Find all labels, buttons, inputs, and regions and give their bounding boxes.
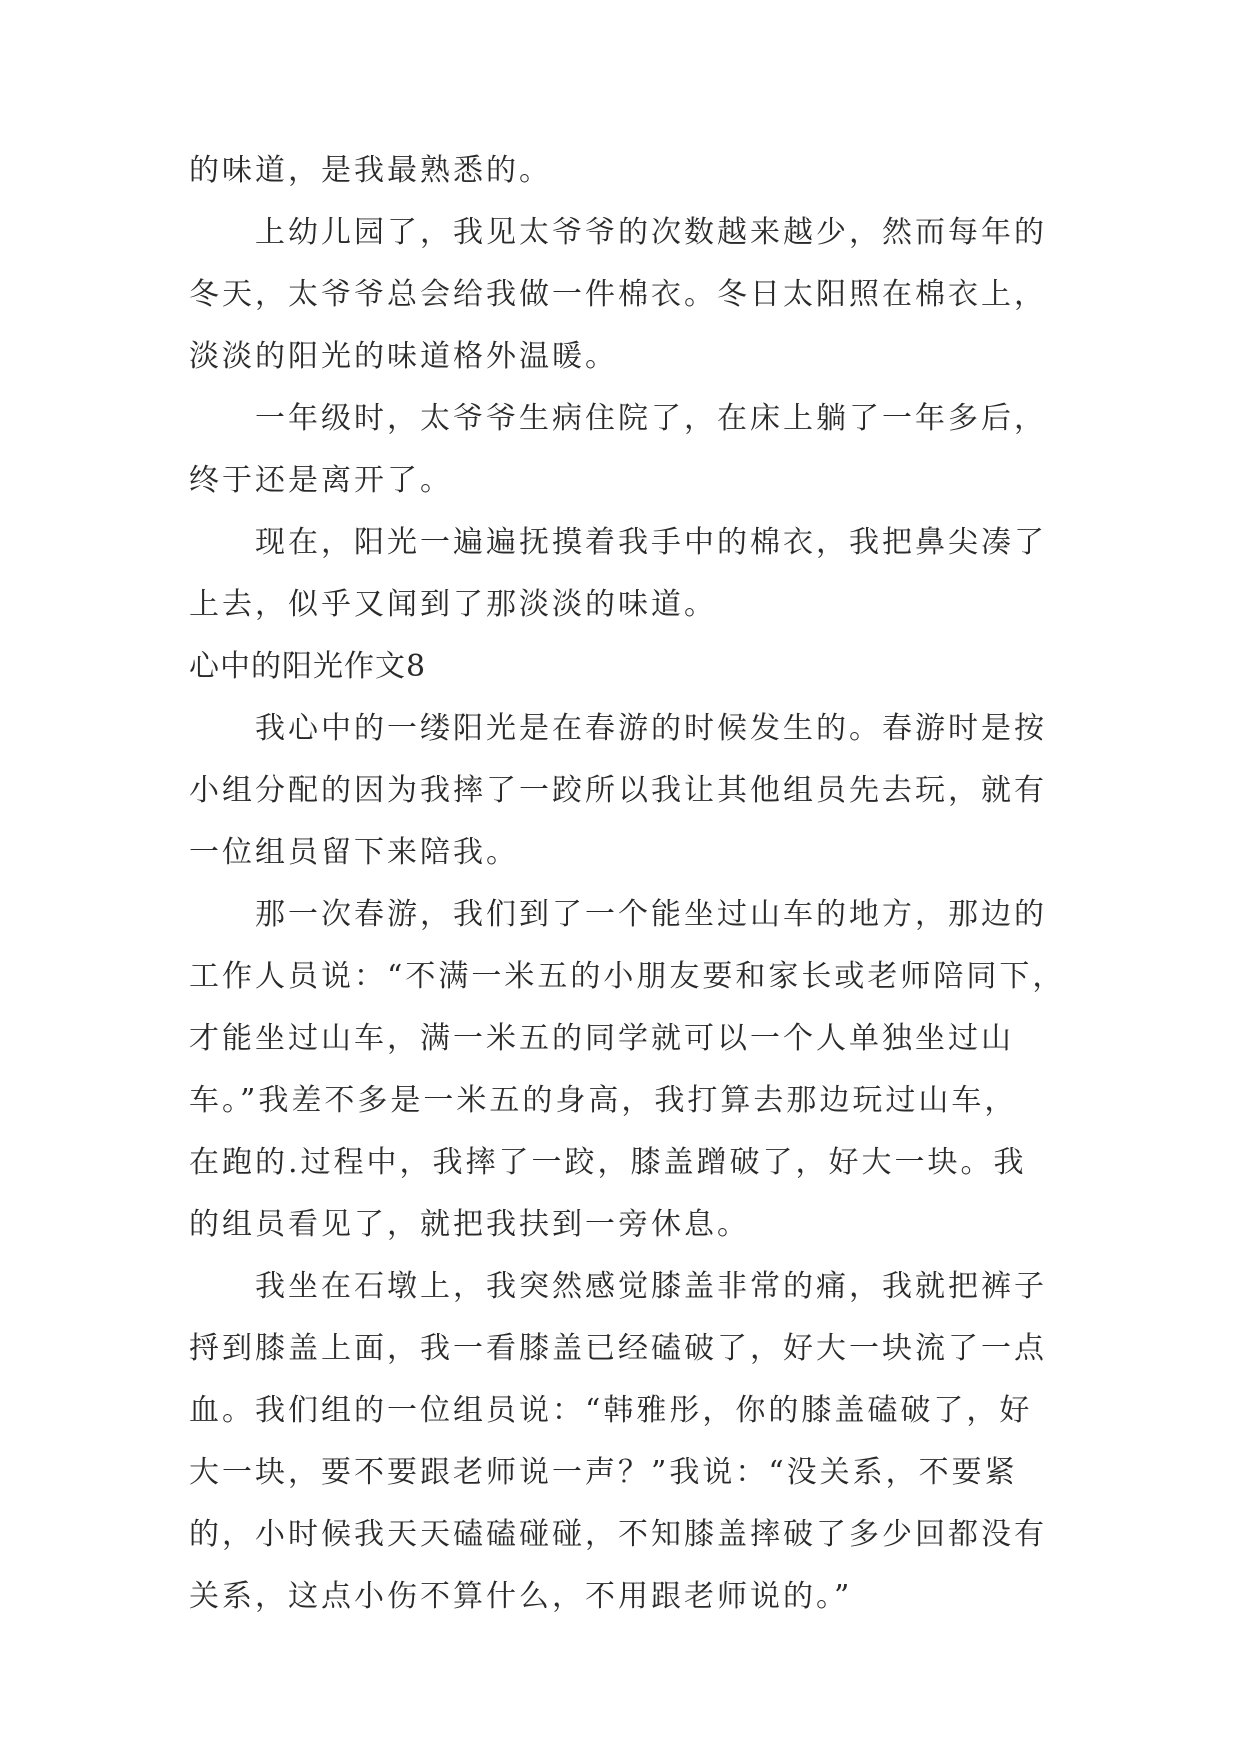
text-line: 终于还是离开了。	[189, 463, 453, 498]
text-line: 血。我们组的一位组员说：“韩雅彤，你的膝盖磕破了，好	[189, 1393, 1033, 1428]
text-line: 一位组员留下来陪我。	[189, 835, 519, 870]
text-line: 捋到膝盖上面，我一看膝盖已经磕破了，好大一块流了一点	[189, 1331, 1047, 1366]
text-line: 上幼儿园了，我见太爷爷的次数越来越少，然而每年的	[255, 215, 1047, 250]
text-line: 大一块，要不要跟老师说一声？”我说：“没关系，不要紧	[189, 1455, 1018, 1490]
text-line: 淡淡的阳光的味道格外温暖。	[189, 339, 618, 374]
text-line: 那一次春游，我们到了一个能坐过山车的地方，那边的	[255, 897, 1047, 932]
text-line: 上去，似乎又闻到了那淡淡的味道。	[189, 587, 717, 622]
text-line: 现在，阳光一遍遍抚摸着我手中的棉衣，我把鼻尖凑了	[255, 525, 1047, 560]
document-page	[189, 140, 1069, 1628]
text-line: 我坐在石墩上，我突然感觉膝盖非常的痛，我就把裤子	[255, 1269, 1047, 1304]
text-line: 我心中的一缕阳光是在春游的时候发生的。春游时是按	[255, 711, 1047, 746]
text-line: 才能坐过山车，满一米五的同学就可以一个人单独坐过山	[189, 1021, 1014, 1056]
text-line: 在跑的.过程中，我摔了一跤，膝盖蹭破了，好大一块。我	[189, 1145, 1027, 1180]
text-line: 工作人员说：“不满一米五的小朋友要和家长或老师陪同下，	[189, 959, 1066, 994]
text-line: 一年级时，太爷爷生病住院了，在床上躺了一年多后，	[255, 401, 1047, 436]
text-line: 关系，这点小伤不算什么，不用跟老师说的。”	[189, 1579, 853, 1614]
text-line: 的组员看见了，就把我扶到一旁休息。	[189, 1207, 750, 1242]
text-line: 的，小时候我天天磕磕碰碰，不知膝盖摔破了多少回都没有	[189, 1517, 1047, 1552]
text-line: 的味道，是我最熟悉的。	[189, 153, 552, 188]
text-line: 小组分配的因为我摔了一跤所以我让其他组员先去玩，就有	[189, 773, 1047, 808]
text-line: 冬天，太爷爷总会给我做一件棉衣。冬日太阳照在棉衣上，	[189, 277, 1047, 312]
section-title: 心中的阳光作文8	[189, 649, 427, 684]
text-line: 车。”我差不多是一米五的身高，我打算去那边玩过山车，	[189, 1083, 1018, 1118]
